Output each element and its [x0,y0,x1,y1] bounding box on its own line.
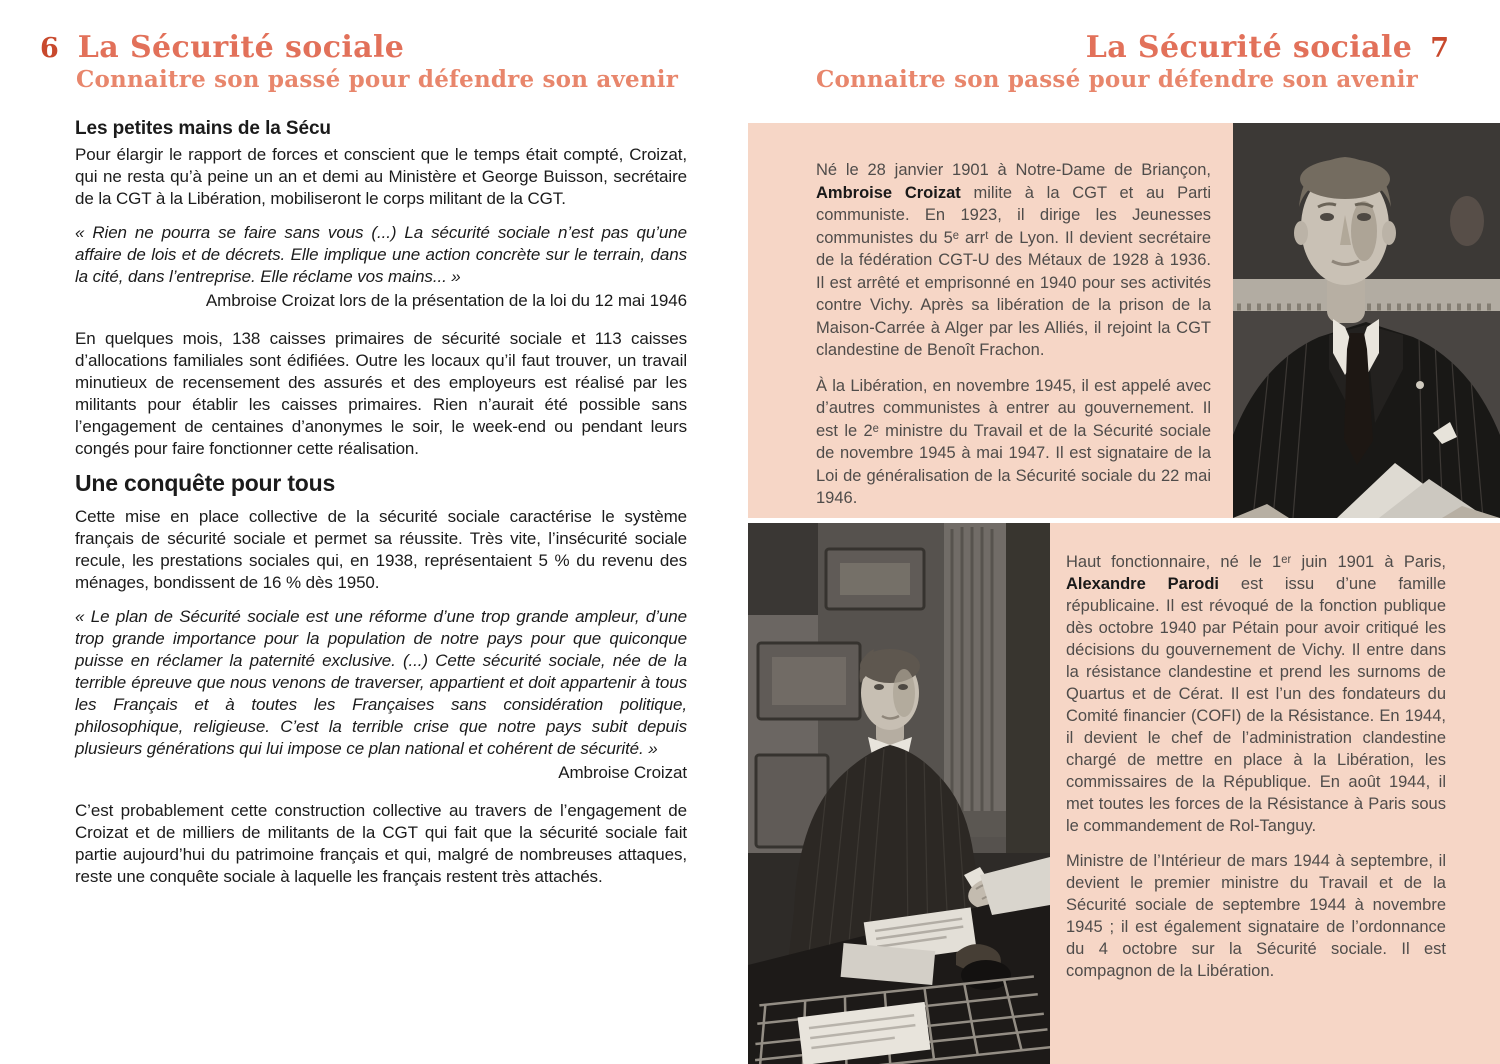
parodi-bio-box [1050,523,1500,1064]
croizat-bio-box [748,123,1233,518]
right-header-title-row [816,30,1450,65]
left-page-subtitle: Connaitre son passé pour défendre son avenir [76,66,679,93]
paragraph-caisses-primaires: En quelques mois, 138 caisses primaires de sécurité sociale et 113 caisses d’allocations familiales sont édifiées. Outre les locaux qu’il faut trouver, un travail minutieux de recensement des assurés et des employeurs est réalisé par les militants pour établir les caisses primaires. Rien n’aurait été possible sans l’engagement de centaines d’anonymes le soir, le week-end ou pendant leurs congés pour faire fonctionner cette réalisation. [75,329,687,458]
parodi-desk-illustration [748,523,1050,1064]
photo-ambroise-croizat [1233,123,1500,518]
heading-conquete-pour-tous: Une conquête pour tous [75,470,336,496]
parodi-bio-paragraph-2: Ministre de l’Intérieur de mars 1944 à septembre, il devient le premier ministre du Travail et de la Sécurité sociale de septembre 1944 à novembre 1945 ; il est également signataire de l’ordonnance du 4 octobre sur la Sécurité sociale. Il est compagnon de la Libération. [1066,852,1446,980]
left-page-body [75,118,687,900]
parodi-bio-paragraph-1: Haut fonctionnaire, né le 1ᵉʳ juin 1901 à Paris, Alexandre Parodi est issu d’une famille républicaine. Il est révoqué de la fonction publique dès octobre 1940 par Pétain pour avoir critiqué les décisions du gouvernement de Vichy. Il entre dans la résistance clandestine et prend les surnoms de Quartus et de Cérat. Il est l’un des fondateurs du Comité financier (COFI) de la Résistance. En 1944, il devient le chef de l’administration clandestine chargé de mettre en place à la Libération, les commissaires de la République. En août 1944, il met toutes les forces de la Résistance à Paris sous le commandement de Rol-Tanguy. [1066,553,1446,835]
left-page-header [40,30,678,93]
photo-alexandre-parodi [748,523,1050,1064]
quote-croizat-loi-1946: « Rien ne pourra se faire sans vous (...) La sécurité sociale n’est pas qu’une affaire de lois et de décrets. Elle implique une action concrète sur le terrain, dans la cité, dans l’entreprise. Elle réclame vos mains... » [75,223,687,286]
left-page-title: La Sécurité sociale [77,30,405,65]
quote-plan-securite-sociale: « Le plan de Sécurité sociale est une réforme d’une trop grande ampleur, d’une trop grande importance pour la population de notre pays pour que quiconque puisse en réclamer la paternité exclusive. (...) Cette sécurité sociale, née de la terrible épreuve que nous venons de traverser, appartient et doit appartenir à tous les Français et à toutes les Françaises sans considération politique, philosophique, religieuse. C’est la terrible crise que notre pays subit depuis plusieurs générations qui lui impose ce plan national et cohérent de sécurité. » [75,607,687,758]
right-page-subtitle: Connaitre son passé pour défendre son avenir [815,66,1418,93]
left-header-title-row [40,30,678,65]
croizat-section [748,123,1500,518]
right-page-header [816,30,1450,93]
quote-attribution-croizat: Ambroise Croizat [558,763,687,782]
croizat-portrait-illustration [1233,123,1500,518]
right-page-number: 7 [1430,33,1450,64]
parodi-section [748,523,1500,1064]
croizat-bio-paragraph-1: Né le 28 janvier 1901 à Notre-Dame de Briançon, Ambroise Croizat milite à la CGT et au Parti communiste. En 1923, il dirige les Jeunesses communistes du 5ᵉ arrᵗ de Lyon. Il devient secrétaire de la fédération CGT-U des Métaux de 1928 à 1936. Il est arrêté et emprisonné en 1940 pour ses activités contre Vichy. Après sa libération de la prison de la Maison-Carrée à Alger par les Alliés, il rejoint la CGT clandestine de Benoît Frachon. [816,161,1212,359]
right-page-title: La Sécurité sociale [1085,30,1413,65]
heading-petites-mains: Les petites mains de la Sécu [75,118,331,139]
paragraph-mise-en-place: Cette mise en place collective de la sécurité sociale caractérise le système français de sécurité sociale et permet sa réussite. Très vite, l’insécurité sociale recule, les prestations sociales qui, en 1938, représentaient 5 % du revenu des ménages, bondissent de 16 % dès 1950. [75,507,687,592]
left-page-number: 6 [40,33,60,64]
quote-attribution-croizat-1946: Ambroise Croizat lors de la présentation de la loi du 12 mai 1946 [205,291,687,310]
paragraph-conclusion: C’est probablement cette construction collective au travers de l’engagement de Croizat et de milliers de militants de la CGT qui fait que la sécurité sociale fait partie aujourd’hui du patrimoine français et qui, malgré de nombreuses attaques, reste une conquête sociale à laquelle les français restent très attachés. [75,801,687,886]
croizat-bio-paragraph-2: À la Libération, en novembre 1945, il est appelé avec d’autres communistes à entrer au gouvernement. Il est le 2ᵉ ministre du Travail et de la Sécurité sociale de novembre 1945 à mai 1947. Il est signataire de la Loi de généralisation de la Sécurité sociale du 22 mai 1946. [816,376,1211,507]
paragraph-mobilisation: Pour élargir le rapport de forces et conscient que le temps était compté, Croizat, qui ne resta qu’à peine un an et demi au Ministère et George Buisson, secrétaire de la CGT à la Libération, mobiliseront le corps militant de la CGT. [75,145,687,208]
